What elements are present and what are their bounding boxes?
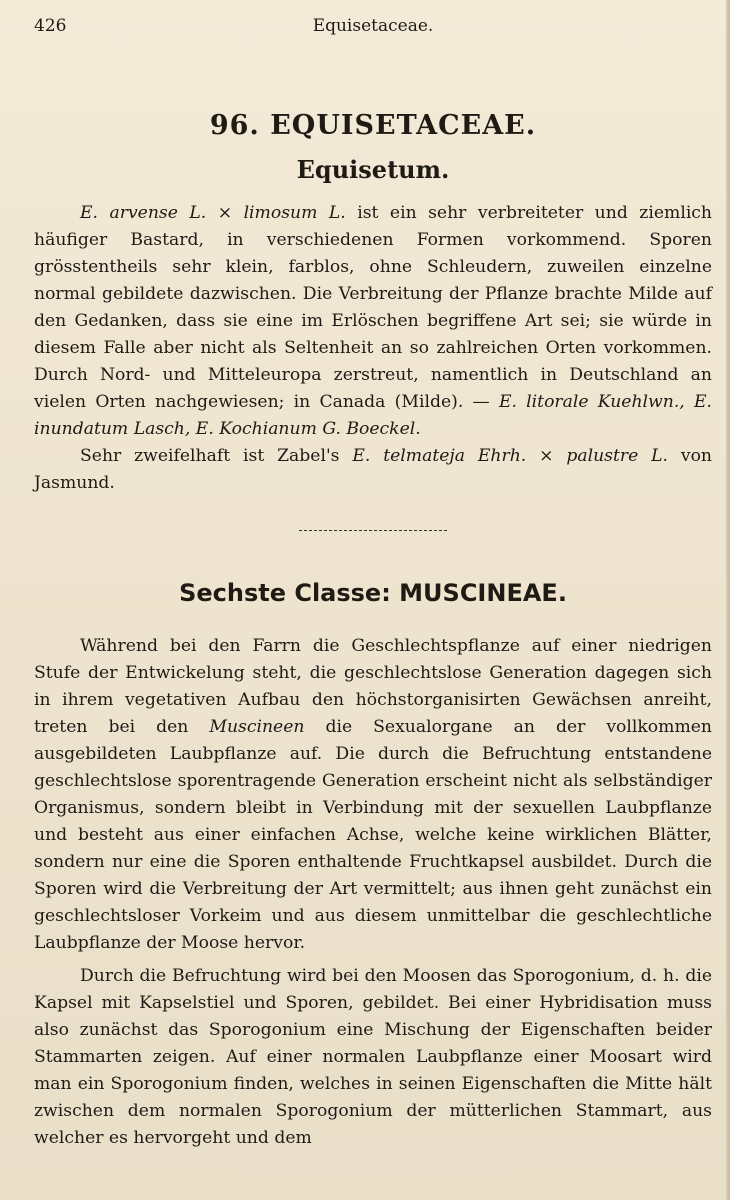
running-title: Equisetaceae.	[312, 16, 434, 36]
paragraph-text: Während bei den Farrn die Geschlechtspflanze auf einer niedrigen Stufe der Entwickelung steht, die geschlechtslose Generation dagegen sich in ihrem vegetativen Aufbau den höchstorganisirten Gewächsen anreiht, treten bei den	[34, 636, 712, 737]
paragraph-doubtful-hybrid	[34, 443, 712, 497]
taxon-list: E. litorale Kuehlwn., E. inundatum Lasch, E. Kochianum G. Boeckel.	[34, 392, 712, 439]
paragraph-text: ist ein sehr verbreiteter und ziemlich häufiger Bastard, in verschiedenen Formen vorkommend. Sporen grösstentheils sehr klein, farblos, ohne Schleudern, zuweilen einzelne normal gebildete dazwischen. Die Verbreitung der Pflanze brachte Milde auf den Gedanken, dass sie eine im Erlöschen begriffene Art sei; sie würde in diesem Falle aber nicht als Seltenheit an so zahlreichen Orten vorkommen. Durch Nord- und Mitteleuropa zerstreut, namentlich in Deutschland an vielen Orten nachgewiesen; in Canada (Milde). —	[34, 203, 713, 412]
running-head	[34, 14, 712, 44]
genus-heading: Equisetum.	[296, 155, 450, 184]
taxon-name: Muscineen	[209, 717, 305, 737]
page-edge	[726, 0, 730, 1200]
paragraph-text: Sehr zweifelhaft ist Zabel's	[80, 446, 353, 466]
paragraph-hybrid-description	[34, 200, 712, 443]
paragraph-text: die Sexualorgane an der vollkommen ausgebildeten Laubpflanze auf. Die durch die Befruchtung entstandene geschlechtslose sporentragende Generation erscheint nicht als selbständiger Organismus, sondern bleibt in Verbindung mit der sexuellen Laubpflanze und besteht aus einer einfachen Achse, welche keine wirklichen Blätter, sondern nur eine die Sporen enthaltende Fruchtkapsel ausbildet. Durch die Sporen wird die Verbreitung der Art vermittelt; aus ihnen geht zunächst ein geschlechtsloser Vorkeim und aus diesem unmittelbar die geschlechtliche Laubpflanze der Moose hervor.	[34, 717, 712, 953]
paragraph-muscineae-intro	[34, 633, 712, 957]
page-number: 426	[34, 16, 67, 36]
taxon-name: E. arvense L. × limosum L.	[80, 203, 346, 223]
chapter-heading: 96. EQUISETACEAE.	[209, 110, 537, 141]
paragraph-text: von Jasmund.	[34, 446, 713, 493]
section-divider	[299, 530, 447, 537]
class-heading: Sechste Classe: MUSCINEAE.	[179, 579, 567, 607]
paragraph-sporogonium	[34, 963, 712, 1152]
paragraph-text: Durch die Befruchtung wird bei den Moosen das Sporogonium, d. h. die Kapsel mit Kapselstiel und Sporen, gebildet. Bei einer Hybridisation muss also zunächst das Sporogonium eine Mischung der Eigenschaften beider Stammarten zeigen. Auf einer normalen Laubpflanze einer Moosart wird man ein Sporogonium finden, welches in seinen Eigenschaften die Mitte hält zwischen dem normalen Sporogonium der mütterlichen Stammart, aus welcher es hervorgeht und dem	[34, 966, 712, 1148]
taxon-name: E. telmateja Ehrh. × palustre L.	[352, 446, 669, 466]
